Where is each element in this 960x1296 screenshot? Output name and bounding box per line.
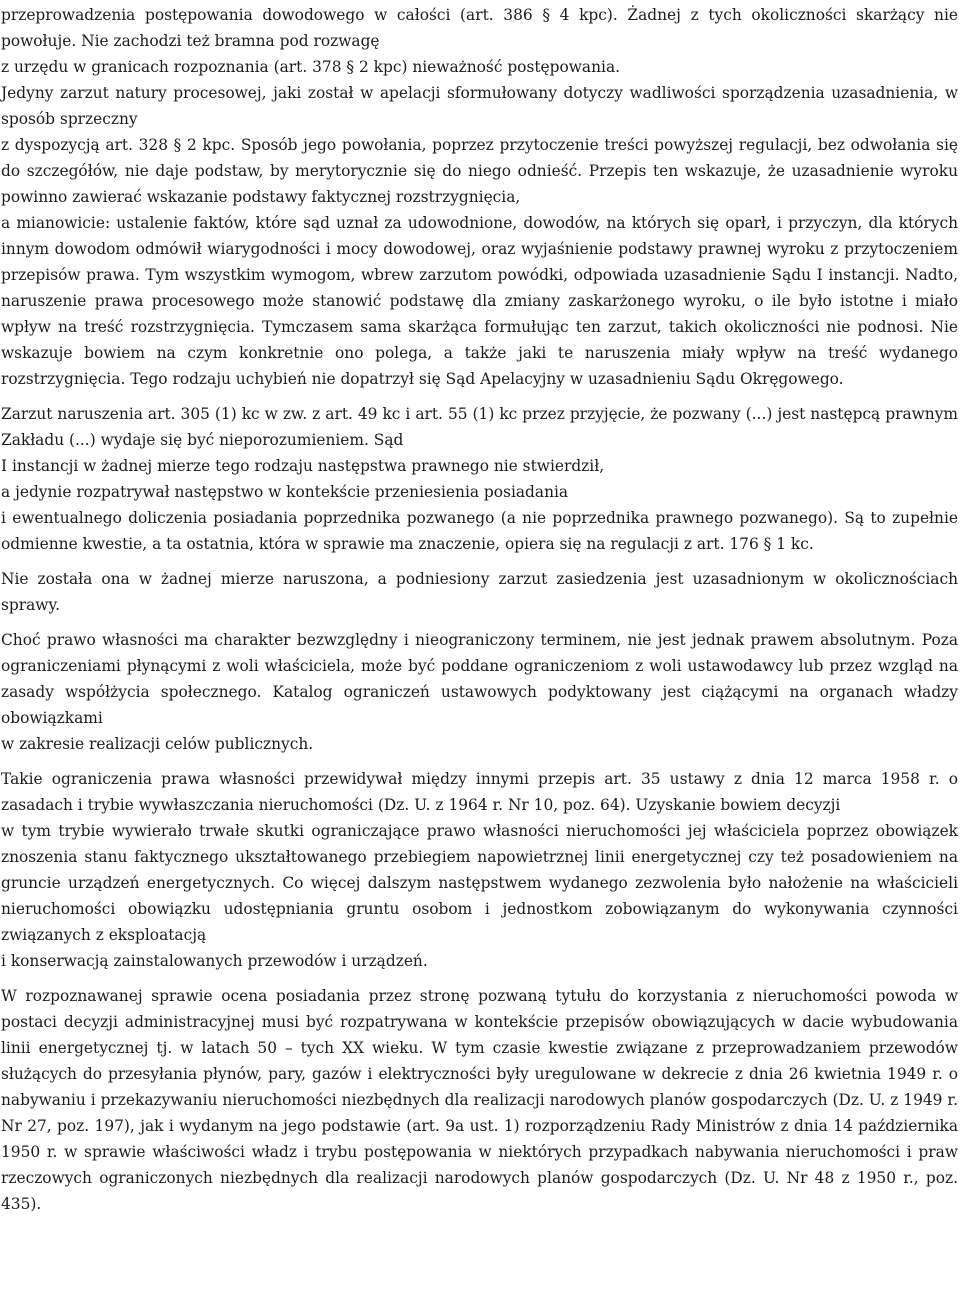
paragraph-procedural-scope <box>1 2 958 80</box>
paragraph-prescription <box>1 566 958 618</box>
text-line: a mianowicie: ustalenie faktów, które sąd uznał za udowodnione, dowodów, na których się oparł, i przyczyn, dla których innym dowodom odmówił wiarygodności i mocy dowodowej, oraz wyjaśnienie podstawy prawnej wyroku z przytoczeniem przepisów prawa. Tym wszystkim wymogom, wbrew zarzutom powódki, odpowiada uzasadnienie Sądu I instancji. Nadto, naruszenie prawa procesowego może stanowić podstawę dla zmiany zaskarżonego wyroku, o ile było istotne i miało wpływ na treść rozstrzygnięcia. Tymczasem sama skarżąca formułując ten zarzut, takich okoliczności nie podnosi. Nie wskazuje bowiem na czym konkretnie ono polega, a także jaki te naruszenia miały wpływ na treść wydanego rozstrzygnięcia. Tego rodzaju uchybień nie dopatrzył się Sąd Apelacyjny w uzasadnieniu Sądu Okręgowego. <box>1 214 958 388</box>
text-line: Choć prawo własności ma charakter bezwzględny i nieograniczony terminem, nie jest jednak prawem absolutnym. Poza ograniczeniami płynącymi z woli właściciela, może być poddane ograniczeniom z woli ustawodawcy lub przez wzgląd na zasady współżycia społecznego. Katalog ograniczeń ustawowych podyktowany jest ciążącymi na organach władzy obowiązkami <box>1 631 958 727</box>
text-line: w tym trybie wywierało trwałe skutki ograniczające prawo własności nieruchomości jej właściciela poprzez obowiązek znoszenia stanu faktycznego ukształtowanego przebiegiem napowietrznej linii energetycznej czy też posadowieniem na gruncie urządzeń energetycznych. Co więcej dalszym następstwem wydanego zezwolenia było nałożenie na właścicieli nieruchomości obowiązku udostępniania gruntu osobom i jednostkom zobowiązanym do wykonywania czynności związanych z eksploatacją <box>1 822 958 944</box>
text-line: Zarzut naruszenia art. 305 (1) kc w zw. z art. 49 kc i art. 55 (1) kc przez przyjęcie, że pozwany (...) jest następcą prawnym Zakładu (...) wydaje się być nieporozumieniem. Sąd <box>1 405 958 449</box>
text-line: Takie ograniczenia prawa własności przewidywał między innymi przepis art. 35 ustawy z dnia 12 marca 1958 r. o zasadach i trybie wywłaszczania nieruchomości (Dz. U. z 1964 r. Nr 10, poz. 64). Uzyskanie bowiem decyzji <box>1 770 958 814</box>
paragraph-justification-defect <box>1 80 958 392</box>
text-line: przeprowadzenia postępowania dowodowego w całości (art. 386 § 4 kpc). Żadnej z tych okoliczności skarżący nie powołuje. Nie zachodzi też bramna pod rozwagę <box>1 6 958 50</box>
text-line: W rozpoznawanej sprawie ocena posiadania przez stronę pozwaną tytułu do korzystania z nieruchomości powoda w postaci decyzji administracyjnej musi być rozpatrywana w kontekście przepisów obowiązujących w dacie wybudowania linii energetycznej tj. w latach 50 – tych XX wieku. W tym czasie kwestie związane z przeprowadzaniem przewodów służących do przesyłania płynów, pary, gazów i elektryczności były uregulowane w dekrecie z dnia 26 kwietnia 1949 r. o nabywaniu i przekazywaniu nieruchomości niezbędnych dla realizacji narodowych planów gospodarczych (Dz. U. z 1949 r. Nr 27, poz. 197), jak i wydanym na jego podstawie (art. 9a ust. 1) rozporządzeniu Rady Ministrów z dnia 14 października 1950 r. w sprawie właściwości władz i trybu postępowania w niektórych przypadkach nabywania nieruchomości i praw rzeczowych ograniczonych niezbędnych dla realizacji narodowych planów gospodarczych (Dz. U. Nr 48 z 1950 r., poz. 435). <box>1 987 958 1213</box>
paragraph-expropriation-act <box>1 766 958 974</box>
text-line: Jedyny zarzut natury procesowej, jaki został w apelacji sformułowany dotyczy wadliwości sporządzenia uzasadnienia, w sposób sprzeczny <box>1 84 958 128</box>
text-line: w zakresie realizacji celów publicznych. <box>1 735 314 753</box>
text-line: i konserwacją zainstalowanych przewodów i urządzeń. <box>1 952 428 970</box>
paragraph-ownership-limits <box>1 627 958 757</box>
text-line: i ewentualnego doliczenia posiadania poprzednika pozwanego (a nie poprzednika prawnego pozwanego). Są to zupełnie odmienne kwestie, a ta ostatnia, która w sprawie ma znaczenie, opiera się na regulacji z art. 176 § 1 kc. <box>1 509 958 553</box>
text-line: z urzędu w granicach rozpoznania (art. 378 § 2 kpc) nieważność postępowania. <box>1 58 621 76</box>
paragraph-decree-1949 <box>1 983 958 1217</box>
text-line: a jedynie rozpatrywał następstwo w kontekście przeniesienia posiadania <box>1 483 569 501</box>
text-line: I instancji w żadnej mierze tego rodzaju następstwa prawnego nie stwierdził, <box>1 457 605 475</box>
paragraph-legal-succession <box>1 401 958 557</box>
text-line: z dyspozycją art. 328 § 2 kpc. Sposób jego powołania, poprzez przytoczenie treści powyższej regulacji, bez odwołania się do szczegółów, nie daje podstaw, by merytorycznie się do niego odnieść. Przepis ten wskazuje, że uzasadnienie wyroku powinno zawierać wskazanie podstawy faktycznej rozstrzygnięcia, <box>1 136 958 206</box>
text-line: Nie została ona w żadnej mierze naruszona, a podniesiony zarzut zasiedzenia jest uzasadnionym w okolicznościach sprawy. <box>1 570 958 614</box>
